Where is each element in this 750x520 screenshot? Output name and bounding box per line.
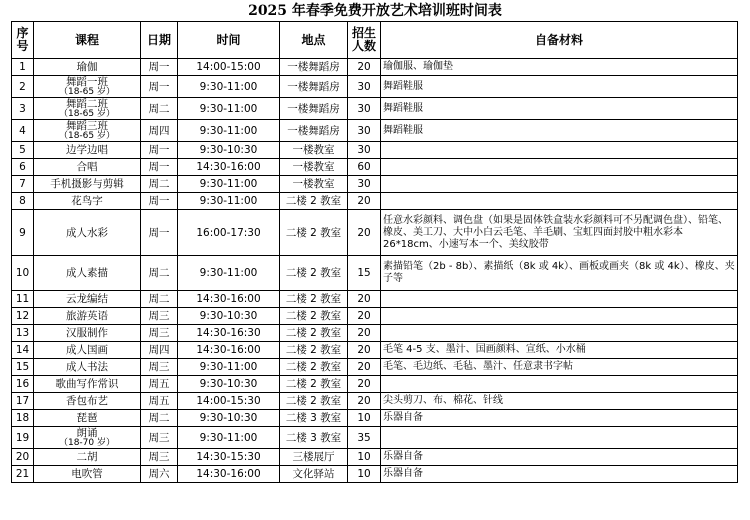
header-materials: 自备材料 xyxy=(381,22,738,59)
row-no: 1 xyxy=(12,59,34,76)
row-place: 二楼 2 教室 xyxy=(280,210,348,256)
row-course xyxy=(34,410,141,427)
row-quota: 20 xyxy=(348,325,381,342)
course-age-range: （18-65 岁） xyxy=(58,131,115,141)
table-row xyxy=(12,256,738,291)
row-no: 19 xyxy=(12,427,34,449)
course-name: 香包布艺 xyxy=(66,395,108,407)
row-time: 14:30-16:00 xyxy=(178,342,280,359)
row-no: 18 xyxy=(12,410,34,427)
row-time: 16:00-17:30 xyxy=(178,210,280,256)
row-materials xyxy=(381,376,738,393)
row-day: 周五 xyxy=(141,393,178,410)
row-day: 周二 xyxy=(141,410,178,427)
course-name: 成人书法 xyxy=(66,361,108,373)
row-time: 14:30-15:30 xyxy=(178,449,280,466)
row-quota: 10 xyxy=(348,466,381,483)
course-name: 舞蹈三班 xyxy=(66,120,108,132)
header-course: 课程 xyxy=(34,22,141,59)
row-place: 文化驿站 xyxy=(280,466,348,483)
schedule-table xyxy=(11,21,738,483)
row-course xyxy=(34,342,141,359)
row-course xyxy=(34,120,141,142)
row-no: 5 xyxy=(12,142,34,159)
row-place: 一楼教室 xyxy=(280,176,348,193)
row-day: 周五 xyxy=(141,376,178,393)
row-time: 9:30-11:00 xyxy=(178,193,280,210)
row-time: 14:30-16:00 xyxy=(178,159,280,176)
row-materials xyxy=(381,291,738,308)
row-time: 9:30-10:30 xyxy=(178,376,280,393)
row-time: 14:30-16:30 xyxy=(178,325,280,342)
row-course xyxy=(34,466,141,483)
row-materials: 乐器自备 xyxy=(381,449,738,466)
table-row xyxy=(12,142,738,159)
row-place: 一楼舞蹈房 xyxy=(280,76,348,98)
row-no: 3 xyxy=(12,98,34,120)
row-day: 周三 xyxy=(141,325,178,342)
table-row xyxy=(12,342,738,359)
row-materials xyxy=(381,193,738,210)
header-day: 日期 xyxy=(141,22,178,59)
row-quota: 30 xyxy=(348,176,381,193)
row-day: 周一 xyxy=(141,76,178,98)
row-place: 一楼教室 xyxy=(280,142,348,159)
table-row xyxy=(12,120,738,142)
row-no: 10 xyxy=(12,256,34,291)
row-no: 15 xyxy=(12,359,34,376)
header-no: 序号 xyxy=(12,22,34,59)
row-course xyxy=(34,427,141,449)
row-time: 14:30-16:00 xyxy=(178,291,280,308)
row-quota: 15 xyxy=(348,256,381,291)
row-course xyxy=(34,193,141,210)
course-name: 琵琶 xyxy=(76,412,98,424)
table-row xyxy=(12,308,738,325)
row-quota: 20 xyxy=(348,359,381,376)
row-quota: 20 xyxy=(348,59,381,76)
row-no: 12 xyxy=(12,308,34,325)
row-place: 一楼教室 xyxy=(280,159,348,176)
row-materials xyxy=(381,159,738,176)
row-day: 周二 xyxy=(141,256,178,291)
row-quota: 30 xyxy=(348,142,381,159)
row-no: 4 xyxy=(12,120,34,142)
row-materials: 舞蹈鞋服 xyxy=(381,76,738,98)
row-day: 周六 xyxy=(141,466,178,483)
row-materials: 乐器自备 xyxy=(381,410,738,427)
table-row xyxy=(12,193,738,210)
row-materials: 舞蹈鞋服 xyxy=(381,98,738,120)
row-quota: 35 xyxy=(348,427,381,449)
row-materials: 任意水彩颜料、调色盘（如果是固体铁盒装水彩颜料可不另配调色盘）、铅笔、橡皮、美工刀、大中小白云毛笔、羊毛刷、宝虹四面封胶中粗水彩本 26*18cm、小速写本一个、美纹胶带 xyxy=(381,210,738,256)
row-quota: 20 xyxy=(348,393,381,410)
row-time: 14:00-15:30 xyxy=(178,393,280,410)
row-place: 二楼 2 教室 xyxy=(280,308,348,325)
header-row xyxy=(12,22,738,59)
row-quota: 20 xyxy=(348,193,381,210)
table-row xyxy=(12,393,738,410)
row-quota: 20 xyxy=(348,291,381,308)
course-name: 合唱 xyxy=(76,161,98,173)
table-row xyxy=(12,291,738,308)
row-quota: 30 xyxy=(348,76,381,98)
row-quota: 20 xyxy=(348,308,381,325)
row-day: 周三 xyxy=(141,449,178,466)
header-time: 时间 xyxy=(178,22,280,59)
row-day: 周二 xyxy=(141,176,178,193)
row-materials xyxy=(381,142,738,159)
page-title: 2025 年春季免费开放艺术培训班时间表 xyxy=(248,3,502,19)
row-time: 9:30-10:30 xyxy=(178,410,280,427)
row-quota: 30 xyxy=(348,98,381,120)
row-place: 二楼 3 教室 xyxy=(280,410,348,427)
course-name: 成人素描 xyxy=(66,267,108,279)
row-materials: 尖头剪刀、布、棉花、针线 xyxy=(381,393,738,410)
row-time: 9:30-11:00 xyxy=(178,76,280,98)
course-name: 云龙编结 xyxy=(66,293,108,305)
row-quota: 20 xyxy=(348,376,381,393)
row-time: 9:30-11:00 xyxy=(178,359,280,376)
row-day: 周一 xyxy=(141,159,178,176)
row-place: 二楼 3 教室 xyxy=(280,427,348,449)
row-course xyxy=(34,449,141,466)
row-quota: 20 xyxy=(348,210,381,256)
row-quota: 30 xyxy=(348,120,381,142)
course-age-range: （18-65 岁） xyxy=(58,109,115,119)
row-materials xyxy=(381,427,738,449)
row-course xyxy=(34,376,141,393)
row-place: 二楼 2 教室 xyxy=(280,193,348,210)
row-day: 周四 xyxy=(141,120,178,142)
header-place: 地点 xyxy=(280,22,348,59)
row-day: 周一 xyxy=(141,210,178,256)
row-materials xyxy=(381,176,738,193)
table-row xyxy=(12,59,738,76)
course-name: 旅游英语 xyxy=(66,310,108,322)
course-name: 边学边唱 xyxy=(66,144,108,156)
course-name: 歌曲写作常识 xyxy=(55,378,119,390)
row-time: 9:30-11:00 xyxy=(178,176,280,193)
row-no: 7 xyxy=(12,176,34,193)
row-place: 二楼 2 教室 xyxy=(280,359,348,376)
row-time: 14:30-16:00 xyxy=(178,466,280,483)
row-no: 8 xyxy=(12,193,34,210)
table-row xyxy=(12,98,738,120)
row-quota: 10 xyxy=(348,410,381,427)
course-name: 舞蹈一班 xyxy=(66,76,108,88)
table-row xyxy=(12,76,738,98)
row-time: 9:30-10:30 xyxy=(178,142,280,159)
course-name: 朗诵 xyxy=(76,427,98,439)
row-no: 21 xyxy=(12,466,34,483)
course-name: 电吹管 xyxy=(71,468,103,480)
row-place: 一楼舞蹈房 xyxy=(280,120,348,142)
row-course xyxy=(34,256,141,291)
table-row xyxy=(12,359,738,376)
row-no: 13 xyxy=(12,325,34,342)
row-no: 6 xyxy=(12,159,34,176)
course-age-range: （18-65 岁） xyxy=(58,87,115,97)
row-place: 二楼 2 教室 xyxy=(280,342,348,359)
row-materials: 乐器自备 xyxy=(381,466,738,483)
row-course xyxy=(34,98,141,120)
row-day: 周一 xyxy=(141,59,178,76)
course-name: 舞蹈二班 xyxy=(66,98,108,110)
table-row xyxy=(12,325,738,342)
row-quota: 60 xyxy=(348,159,381,176)
row-materials xyxy=(381,308,738,325)
row-quota: 20 xyxy=(348,342,381,359)
row-day: 周二 xyxy=(141,98,178,120)
row-day: 周一 xyxy=(141,193,178,210)
row-place: 二楼 2 教室 xyxy=(280,291,348,308)
course-name: 汉服制作 xyxy=(66,327,108,339)
table-row xyxy=(12,466,738,483)
row-no: 17 xyxy=(12,393,34,410)
row-place: 二楼 2 教室 xyxy=(280,325,348,342)
row-course xyxy=(34,359,141,376)
row-course xyxy=(34,59,141,76)
row-no: 20 xyxy=(12,449,34,466)
row-time: 9:30-11:00 xyxy=(178,98,280,120)
row-materials: 毛笔 4-5 支、墨汁、国画颜料、宣纸、小水桶 xyxy=(381,342,738,359)
row-place: 二楼 2 教室 xyxy=(280,393,348,410)
table-row xyxy=(12,159,738,176)
row-course xyxy=(34,159,141,176)
table-row xyxy=(12,176,738,193)
row-time: 9:30-11:00 xyxy=(178,256,280,291)
row-course xyxy=(34,142,141,159)
row-course xyxy=(34,325,141,342)
row-course xyxy=(34,76,141,98)
table-row xyxy=(12,376,738,393)
row-materials: 舞蹈鞋服 xyxy=(381,120,738,142)
row-place: 一楼舞蹈房 xyxy=(280,98,348,120)
row-materials: 瑜伽服、瑜伽垫 xyxy=(381,59,738,76)
row-time: 14:00-15:00 xyxy=(178,59,280,76)
course-name: 二胡 xyxy=(76,451,98,463)
row-place: 一楼舞蹈房 xyxy=(280,59,348,76)
row-course xyxy=(34,393,141,410)
row-day: 周二 xyxy=(141,291,178,308)
row-course xyxy=(34,291,141,308)
row-materials xyxy=(381,325,738,342)
course-name: 瑜伽 xyxy=(76,61,98,73)
row-no: 9 xyxy=(12,210,34,256)
row-course xyxy=(34,176,141,193)
row-place: 二楼 2 教室 xyxy=(280,256,348,291)
row-place: 三楼展厅 xyxy=(280,449,348,466)
row-day: 周三 xyxy=(141,359,178,376)
row-no: 2 xyxy=(12,76,34,98)
course-name: 成人国画 xyxy=(66,344,108,356)
row-course xyxy=(34,210,141,256)
table-row xyxy=(12,210,738,256)
row-no: 11 xyxy=(12,291,34,308)
row-no: 14 xyxy=(12,342,34,359)
row-place: 二楼 2 教室 xyxy=(280,376,348,393)
course-age-range: （18-70 岁） xyxy=(58,438,115,448)
row-time: 9:30-11:00 xyxy=(178,427,280,449)
table-row xyxy=(12,427,738,449)
row-time: 9:30-10:30 xyxy=(178,308,280,325)
course-name: 手机摄影与剪辑 xyxy=(50,178,124,190)
row-time: 9:30-11:00 xyxy=(178,120,280,142)
row-day: 周三 xyxy=(141,308,178,325)
row-materials: 素描铅笔（2b - 8b）、素描纸（8k 或 4k）、画板或画夹（8k 或 4k）、橡皮、夹子等 xyxy=(381,256,738,291)
row-day: 周四 xyxy=(141,342,178,359)
row-quota: 10 xyxy=(348,449,381,466)
row-no: 16 xyxy=(12,376,34,393)
header-quota: 招生人数 xyxy=(348,22,381,59)
row-day: 周三 xyxy=(141,427,178,449)
row-course xyxy=(34,308,141,325)
row-materials: 毛笔、毛边纸、毛毡、墨汁、任意隶书字帖 xyxy=(381,359,738,376)
course-name: 成人水彩 xyxy=(66,226,108,239)
table-row xyxy=(12,410,738,427)
row-day: 周一 xyxy=(141,142,178,159)
table-row xyxy=(12,449,738,466)
course-name: 花鸟字 xyxy=(71,195,103,207)
